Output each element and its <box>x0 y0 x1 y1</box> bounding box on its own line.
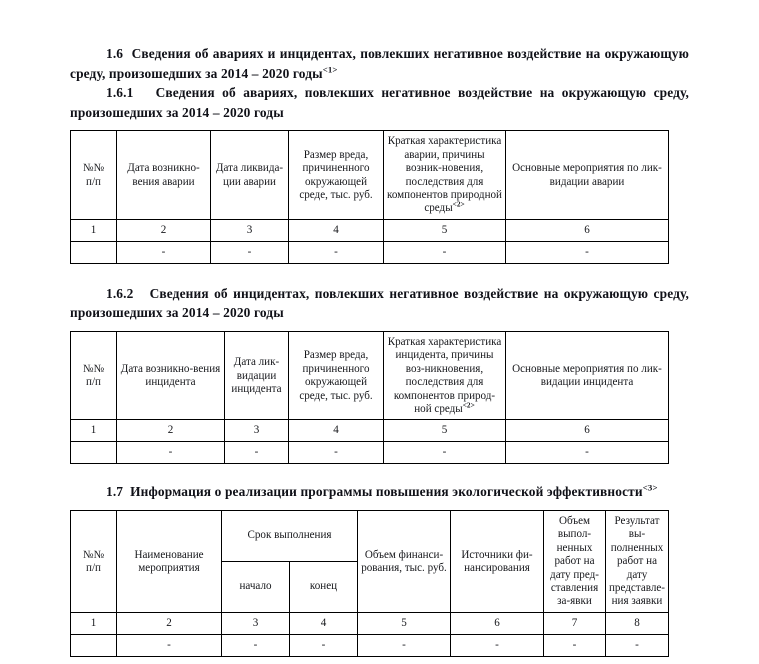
cell-number: 8 <box>606 612 669 634</box>
cell-number: 6 <box>451 612 544 634</box>
table-cell: - <box>211 241 289 263</box>
footnote-marker-1: <1> <box>322 64 338 75</box>
column-header-damage-amount: Размер вреда, причиненного окружающей среде, тыс. руб. <box>289 332 384 420</box>
column-header-measure-name: Наименование мероприятия <box>117 511 222 613</box>
section-title: Сведения об авариях, повлекших негативное воздействие на окружающую среду, произошедших за 2014 – 2020 годы <box>70 85 689 120</box>
table-cell: - <box>290 634 358 656</box>
table-cell: - <box>384 241 506 263</box>
table-number-row <box>71 612 669 634</box>
cell-number: 3 <box>211 219 289 241</box>
cell-number: 2 <box>117 219 211 241</box>
table-cell: - <box>117 442 225 464</box>
section-number: 1.7 <box>106 484 124 500</box>
table-row <box>71 634 669 656</box>
column-header-date-liquidated: Дата ликвида-ции аварии <box>211 131 289 219</box>
section-title: Сведения об инцидентах, повлекших негативное воздействие на окружающую среду, произошедших за 2014 – 2020 годы <box>70 285 689 321</box>
column-header-date-occurred: Дата возникно-вения инцидента <box>117 332 225 420</box>
cell-number: 6 <box>506 219 669 241</box>
cell-number: 2 <box>117 612 222 634</box>
table-header-row <box>71 131 669 219</box>
table-header-row <box>71 332 669 420</box>
section-title: Информация о реализации программы повышения экологической эффективности <box>130 484 643 500</box>
table-cell: - <box>117 241 211 263</box>
column-header-no: №№ п/п <box>71 332 117 420</box>
cell-number: 4 <box>289 219 384 241</box>
column-header-term-start: начало <box>222 561 290 612</box>
column-header-description: Краткая характеристика инцидента, причины воз-никновения, последствия для компонентов природ-ной среды$^{<2>}$ <box>384 332 506 420</box>
table-number-row <box>71 219 669 241</box>
table-cell: - <box>506 241 669 263</box>
section-number: 1.6 <box>106 46 124 61</box>
column-header-funding-sources: Источники фи-нансирования <box>451 511 544 613</box>
column-header-no: №№ п/п <box>71 511 117 613</box>
column-header-date-liquidated: Дата лик-видации инцидента <box>225 332 289 420</box>
table-row <box>71 442 669 464</box>
column-header-term-end: конец <box>290 561 358 612</box>
table-cell: - <box>451 634 544 656</box>
table-number-row <box>71 420 669 442</box>
cell-number: 1 <box>71 612 117 634</box>
cell-number: 3 <box>225 420 289 442</box>
cell-number: 6 <box>506 420 669 442</box>
table-cell: - <box>544 634 606 656</box>
table-cell: - <box>606 634 669 656</box>
column-header-no: №№ п/п <box>71 131 117 219</box>
cell-number: 7 <box>544 612 606 634</box>
section-number: 1.6.1 <box>106 85 134 101</box>
column-header-completed-volume: Объем выпол-ненных работ на дату пред-ставления за-явки <box>544 511 606 613</box>
section-heading-1-6 <box>70 44 689 83</box>
table-cell: - <box>289 442 384 464</box>
table-row <box>71 241 669 263</box>
footnote-marker-2: <2> <box>462 400 475 410</box>
table-cell: - <box>117 634 222 656</box>
cell-number: 1 <box>71 420 117 442</box>
column-header-completed-result: Результат вы-полненных работ на дату представле-ния заявки <box>606 511 669 613</box>
table-cell: - <box>225 442 289 464</box>
cell-number: 4 <box>289 420 384 442</box>
cell-number: 2 <box>117 420 225 442</box>
column-header-measures: Основные мероприятия по лик-видации аварии <box>506 131 669 219</box>
cell-number: 1 <box>71 219 117 241</box>
cell-number: 5 <box>384 219 506 241</box>
table-cell: - <box>506 442 669 464</box>
column-header-measures: Основные мероприятия по лик-видации инцидента <box>506 332 669 420</box>
table-cell: - <box>289 241 384 263</box>
column-header-funding-amount: Объем финанси-рования, тыс. руб. <box>358 511 451 613</box>
footnote-marker-3: <3> <box>642 482 658 493</box>
table-cell: - <box>222 634 290 656</box>
section-heading-1-7 <box>70 482 689 502</box>
column-header-date-occurred: Дата возникно-вения аварии <box>117 131 211 219</box>
section-title: Сведения об авариях и инцидентах, повлекших негативное воздействие на окружающую среду, произошедших за 2014 – 2020 годы <box>70 46 689 81</box>
table-cell <box>71 241 117 263</box>
table-cell: - <box>384 442 506 464</box>
cell-number: 5 <box>384 420 506 442</box>
table-accidents <box>70 130 669 263</box>
cell-number: 5 <box>358 612 451 634</box>
table-program <box>70 510 669 657</box>
column-header-description: Краткая характеристика аварии, причины возник-новения, последствия для компонентов природной среды$^{<2>}$ <box>384 131 506 219</box>
table-header-row-top <box>71 511 669 562</box>
section-heading-1-6-2 <box>70 284 689 323</box>
column-header-term-group: Срок выполнения <box>222 511 358 562</box>
table-incidents <box>70 331 669 464</box>
section-heading-1-6-1 <box>70 83 689 122</box>
table-cell <box>71 634 117 656</box>
cell-number: 3 <box>222 612 290 634</box>
cell-number: 4 <box>290 612 358 634</box>
table-cell: - <box>358 634 451 656</box>
section-number: 1.6.2 <box>106 285 134 301</box>
table-cell <box>71 442 117 464</box>
footnote-marker-2: <2> <box>452 199 465 209</box>
column-header-damage-amount: Размер вреда, причиненного окружающей среде, тыс. руб. <box>289 131 384 219</box>
